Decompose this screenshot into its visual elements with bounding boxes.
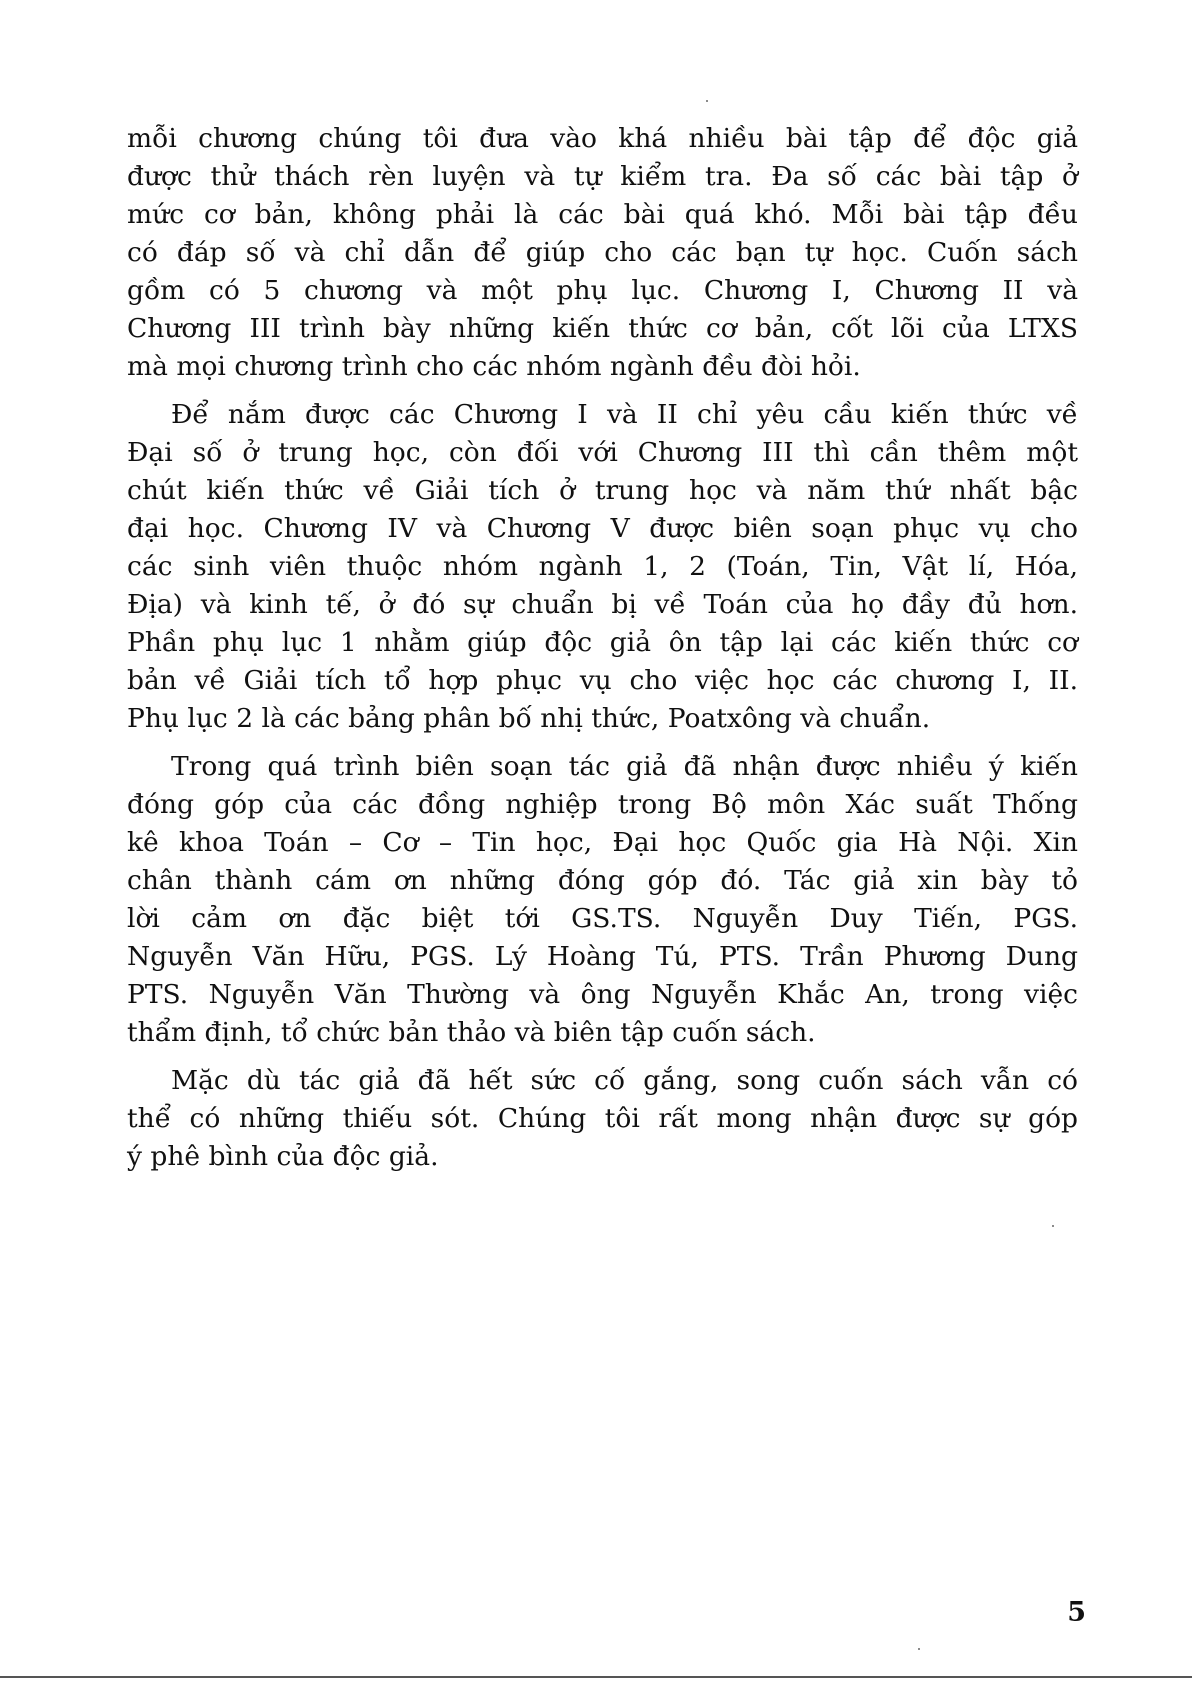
- text-line: gồm có 5 chương và một phụ lục. Chương I, Chương II và: [127, 275, 1078, 306]
- scan-speck: [1052, 1225, 1054, 1227]
- text-line: các sinh viên thuộc nhóm ngành 1, 2 (Toán, Tin, Vật lí, Hóa,: [127, 551, 1078, 582]
- text-line: lời cảm ơn đặc biệt tới GS.TS. Nguyễn Duy Tiến, PGS.: [127, 903, 1078, 934]
- text-line: Đại số ở trung học, còn đối với Chương III thì cần thêm một: [127, 437, 1078, 468]
- text-line: Để nắm được các Chương I và II chỉ yêu cầu kiến thức về: [171, 399, 1078, 430]
- text-line: Mặc dù tác giả đã hết sức cố gắng, song cuốn sách vẫn có: [171, 1065, 1078, 1096]
- text-line: chân thành cám ơn những đóng góp đó. Tác giả xin bày tỏ: [127, 865, 1078, 896]
- text-line: ý phê bình của độc giả.: [127, 1141, 439, 1172]
- text-line: thẩm định, tổ chức bản thảo và biên tập cuốn sách.: [127, 1017, 816, 1048]
- text-line: mà mọi chương trình cho các nhóm ngành đều đòi hỏi.: [127, 351, 861, 382]
- text-line: Phần phụ lục 1 nhằm giúp độc giả ôn tập lại các kiến thức cơ: [127, 627, 1078, 658]
- text-line: chút kiến thức về Giải tích ở trung học và năm thứ nhất bậc: [127, 475, 1078, 506]
- text-line: Trong quá trình biên soạn tác giả đã nhận được nhiều ý kiến: [171, 751, 1078, 782]
- scan-speck: [706, 100, 708, 102]
- text-line: mỗi chương chúng tôi đưa vào khá nhiều bài tập để độc giả: [127, 123, 1078, 154]
- scan-speck: [918, 1648, 920, 1650]
- text-line: Chương III trình bày những kiến thức cơ bản, cốt lõi của LTXS: [127, 313, 1078, 344]
- paragraph-4: [127, 1062, 1078, 1176]
- text-line: Nguyễn Văn Hữu, PGS. Lý Hoàng Tú, PTS. Trần Phương Dung: [127, 941, 1078, 972]
- text-line: đóng góp của các đồng nghiệp trong Bộ môn Xác suất Thống: [127, 789, 1078, 820]
- paragraph-2: [127, 396, 1078, 738]
- paragraph-3: [127, 748, 1078, 1052]
- text-line: có đáp số và chỉ dẫn để giúp cho các bạn tự học. Cuốn sách: [127, 237, 1078, 268]
- page-number: 5: [1067, 1597, 1086, 1628]
- text-line: được thử thách rèn luyện và tự kiểm tra. Đa số các bài tập ở: [127, 161, 1078, 192]
- text-line: Địa) và kinh tế, ở đó sự chuẩn bị về Toán của họ đầy đủ hơn.: [127, 589, 1078, 620]
- text-line: thể có những thiếu sót. Chúng tôi rất mong nhận được sự góp: [127, 1103, 1078, 1134]
- text-line: bản về Giải tích tổ hợp phục vụ cho việc học các chương I, II.: [127, 665, 1078, 696]
- text-line: Phụ lục 2 là các bảng phân bố nhị thức, Poatxông và chuẩn.: [127, 703, 931, 734]
- text-line: kê khoa Toán – Cơ – Tin học, Đại học Quốc gia Hà Nội. Xin: [127, 827, 1078, 858]
- paragraph-1: [127, 120, 1078, 386]
- body-text: [127, 120, 1078, 1186]
- text-line: mức cơ bản, không phải là các bài quá khó. Mỗi bài tập đều: [127, 199, 1078, 230]
- text-line: đại học. Chương IV và Chương V được biên soạn phục vụ cho: [127, 513, 1078, 544]
- text-line: PTS. Nguyễn Văn Thường và ông Nguyễn Khắc An, trong việc: [127, 979, 1078, 1010]
- page-bottom-edge: [0, 1676, 1192, 1678]
